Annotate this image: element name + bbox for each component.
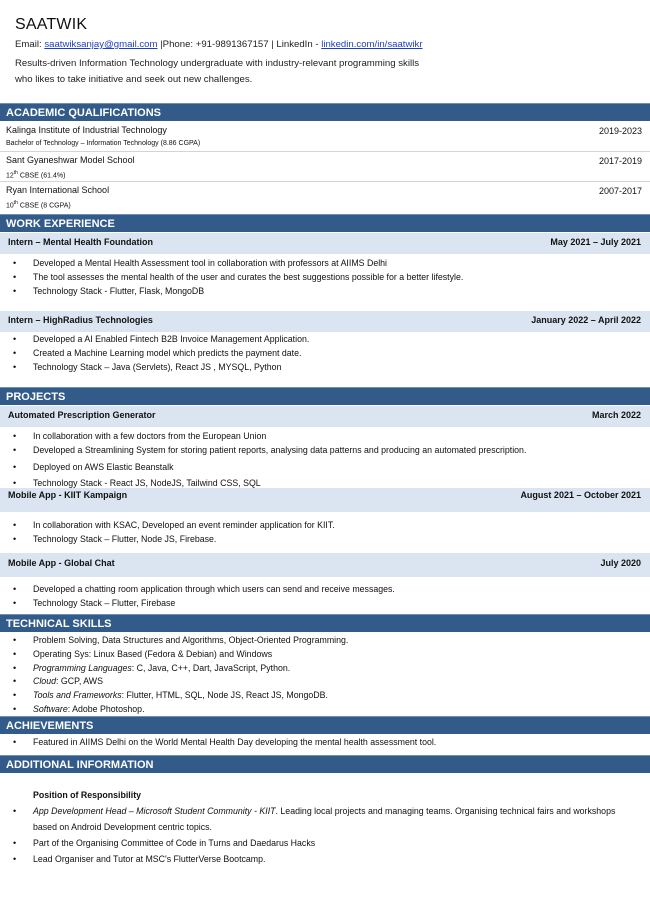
skill-text: : GCP, AWS xyxy=(56,676,103,687)
education-row xyxy=(0,152,650,182)
list-item: • Deployed on AWS Elastic Beanstalk xyxy=(0,461,650,475)
skill-label: Software xyxy=(33,703,68,714)
degree xyxy=(6,170,65,179)
education-row xyxy=(0,182,650,212)
list-item: • Technology Stack - Flutter, Flask, MongoDB xyxy=(0,285,650,299)
degree-sup: th xyxy=(13,170,18,176)
degree-sup: th xyxy=(13,200,18,206)
section-header-additional: ADDITIONAL INFORMATION xyxy=(0,755,650,773)
project-bullets xyxy=(0,519,650,547)
item-text: Lead Organiser and Tutor at MSC's FlutterVerse Bootcamp. xyxy=(33,854,266,864)
skill-text: : Adobe Photoshop. xyxy=(67,703,145,714)
degree-detail: CBSE (61.4%) xyxy=(17,172,66,180)
list-item xyxy=(0,851,640,867)
project-title: Automated Prescription Generator xyxy=(8,410,156,420)
section-header-work: WORK EXPERIENCE xyxy=(0,214,650,232)
role-text: . Leading local projects and managing teams. Organising technical fairs and workshops based on Android Development centric topics. xyxy=(33,806,616,832)
work-title: Intern – HighRadius Technologies xyxy=(8,315,153,325)
years: 2017-2019 xyxy=(598,156,642,166)
project-entry-header xyxy=(0,488,650,512)
work-dates: May 2021 – July 2021 xyxy=(550,237,641,247)
degree xyxy=(6,200,71,209)
skill-label: Cloud xyxy=(33,676,56,687)
list-item: • Technology Stack - React JS, NodeJS, Tailwind CSS, SQL xyxy=(0,477,650,491)
list-item: • In collaboration with KSAC, Developed an event reminder application for KIIT. xyxy=(0,519,650,533)
section-header-projects: PROJECTS xyxy=(0,387,650,405)
degree-grade: 10 xyxy=(6,202,14,210)
skill-item xyxy=(0,703,650,717)
project-dates: July 2020 xyxy=(600,558,641,568)
linkedin-link[interactable]: linkedin.com/in/saatwikr xyxy=(321,39,423,50)
list-item: • Developed a Mental Health Assessment tool in collaboration with professors at AIIMS Delhi xyxy=(0,257,650,271)
skill-text: Problem Solving, Data Structures and Algorithms, Object-Oriented Programming. xyxy=(33,635,349,645)
section-header-achievements: ACHIEVEMENTS xyxy=(0,716,650,734)
list-item: • Technology Stack – Flutter, Node JS, Firebase. xyxy=(0,533,650,547)
list-item: • Developed a Streamlining System for storing patient reports, analysing data patterns and producing an automated prescription. xyxy=(0,444,650,458)
skill-item xyxy=(0,662,650,676)
institution: Sant Gyaneshwar Model School xyxy=(6,155,135,165)
work-bullets xyxy=(0,333,650,374)
project-bullets xyxy=(0,430,650,491)
skill-item xyxy=(0,648,650,662)
project-bullets xyxy=(0,583,650,611)
additional-list xyxy=(0,803,640,867)
project-title: Mobile App - Global Chat xyxy=(8,558,115,568)
contact-line xyxy=(15,39,423,50)
degree: Bachelor of Technology – Information Technology (8.86 CGPA) xyxy=(6,140,201,147)
summary-line: Results-driven Information Technology undergraduate with industry-relevant programming skills xyxy=(15,58,420,69)
work-dates: January 2022 – April 2022 xyxy=(531,315,641,325)
institution: Kalinga Institute of Industrial Technology xyxy=(6,125,167,135)
list-item: • The tool assesses the mental health of the user and curates the best suggestions possible for a better lifestyle. xyxy=(0,271,650,285)
candidate-name: SAATWIK xyxy=(15,16,88,33)
work-entry-header xyxy=(0,233,650,254)
skill-text: Operating Sys: Linux Based (Fedora & Debian) and Windows xyxy=(33,648,273,659)
phone-info: |Phone: +91-9891367157 | LinkedIn - xyxy=(157,39,322,50)
skill-item xyxy=(0,675,650,689)
skill-item xyxy=(0,634,650,648)
work-title: Intern – Mental Health Foundation xyxy=(8,237,154,247)
degree-detail: CBSE (8 CGPA) xyxy=(17,202,71,210)
project-entry-header xyxy=(0,406,650,427)
list-item: • Created a Machine Learning model which predicts the payment date. xyxy=(0,347,650,361)
email-label: Email: xyxy=(15,39,45,50)
years: 2019-2023 xyxy=(598,126,642,136)
skill-label: Tools and Frameworks xyxy=(33,690,122,701)
project-dates: August 2021 – October 2021 xyxy=(520,490,641,500)
work-entry-header xyxy=(0,311,650,332)
institution: Ryan International School xyxy=(6,185,110,195)
list-item: • Featured in AIIMS Delhi on the World Mental Health Day developing the mental health assessment tool. xyxy=(0,736,650,750)
position-of-responsibility-heading: Position of Responsibility xyxy=(33,790,142,800)
list-item xyxy=(0,803,640,835)
list-item: • Technology Stack – Flutter, Firebase xyxy=(0,597,650,611)
list-item: • Technology Stack – Java (Servlets), React JS , MYSQL, Python xyxy=(0,361,650,375)
skill-text: : C, Java, C++, Dart, JavaScript, Python. xyxy=(131,662,291,673)
skill-label: Programming Languages xyxy=(33,662,132,673)
education-row xyxy=(0,122,650,152)
section-header-skills: TECHNICAL SKILLS xyxy=(0,614,650,632)
years: 2007-2017 xyxy=(598,186,642,196)
project-dates: March 2022 xyxy=(591,410,641,420)
skill-item xyxy=(0,689,650,703)
role-label: App Development Head – Microsoft Student Community - KIIT xyxy=(33,806,276,816)
list-item: • Developed a AI Enabled Fintech B2B Invoice Management Application. xyxy=(0,333,650,347)
summary-line: who likes to take initiative and seek out new challenges. xyxy=(15,74,253,85)
skills-list xyxy=(0,634,650,717)
summary xyxy=(15,56,535,88)
section-header-academic: ACADEMIC QUALIFICATIONS xyxy=(0,103,650,121)
skill-text: : Flutter, HTML, SQL, Node JS, React JS, MongoDB. xyxy=(121,690,328,701)
degree-grade: 12 xyxy=(6,172,14,180)
list-item: • In collaboration with a few doctors from the European Union xyxy=(0,430,650,444)
email-link[interactable]: saatwiksanjay@gmail.com xyxy=(44,39,158,50)
project-entry-header xyxy=(0,553,650,577)
item-text: Part of the Organising Committee of Code in Turns and Daedarus Hacks xyxy=(33,838,316,848)
achievements-list xyxy=(0,736,650,750)
list-item: • Developed a chatting room application through which users can send and receive messages. xyxy=(0,583,650,597)
project-title: Mobile App - KIIT Kampaign xyxy=(8,490,128,500)
list-item xyxy=(0,835,640,851)
work-bullets xyxy=(0,257,650,298)
